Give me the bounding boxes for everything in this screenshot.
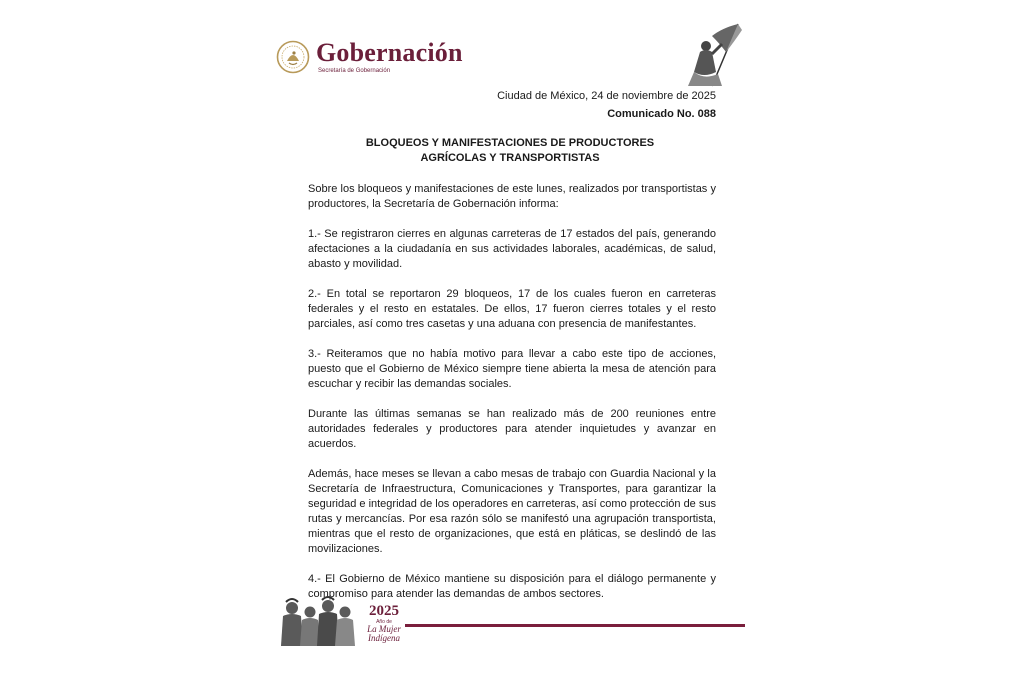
title-line-2: AGRÍCOLAS Y TRANSPORTISTAS [420, 152, 600, 164]
paragraph: 3.- Reiteramos que no había motivo para llevar a cabo este tipo de acciones, puesto que el Gobierno de México siempre tiene abierta la mesa de atención para escuchar y recibir las demandas sociales. [308, 348, 716, 390]
paragraph: 2.- En total se reportaron 29 bloqueos, 17 de los cuales fueron en carreteras federales y el resto en estatales. De ellos, 17 fueron cierres totales y el resto parciales, así como tres casetas y una aduana con presencia de manifestantes. [308, 288, 716, 330]
year-of-indigenous-woman-badge [362, 604, 406, 643]
document-page [270, 0, 760, 678]
paragraph: 1.- Se registraron cierres en algunas carreteras de 17 estados del país, generando afectaciones a la ciudadanía en sus actividades laborales, académicas, de salud, abasto y movilidad. [308, 228, 716, 270]
paragraph: Además, hace meses se llevan a cabo mesas de trabajo con Guardia Nacional y la Secretaría de Infraestructura, Comunicaciones y Transportes, para garantizar la seguridad e integridad de los operadores en carreteras, así como protección de sus rutas y mercancías. Por esa razón sólo se manifestó una agrupación transportista, mientras que el resto de organizaciones, que está en pláticas, se deslindó de las movilizaciones. [308, 468, 716, 555]
indigenous-women-illustration-icon [278, 594, 358, 646]
comunicado-number: Comunicado No. 088 [607, 108, 716, 120]
paragraph: 4.- El Gobierno de México mantiene su disposición para el diálogo permanente y compromiso para atender las demandas de ambos sectores. [308, 573, 716, 600]
badge-line-1: Año de [376, 619, 392, 625]
badge-year: 2025 [369, 603, 399, 619]
brand-subtitle: Secretaría de Gobernación [318, 68, 391, 74]
paragraph: Durante las últimas semanas se han realizado más de 200 reuniones entre autoridades federales y productores para atender inquietudes y avanzar en acuerdos. [308, 408, 716, 450]
gobernacion-logo [276, 36, 476, 82]
dateline: Ciudad de México, 24 de noviembre de 2025 [497, 90, 716, 102]
document-body [308, 182, 716, 617]
badge-line-2: La Mujer [367, 624, 401, 634]
badge-line-3: Indígena [368, 633, 400, 643]
title-line-1: BLOQUEOS Y MANIFESTACIONES DE PRODUCTORES [365, 137, 655, 149]
paragraph: Sobre los bloqueos y manifestaciones de este lunes, realizados por transportistas y productores, la Secretaría de Gobernación informa: [308, 183, 716, 210]
flag-bearer-illustration-icon [682, 22, 746, 88]
footer-divider [405, 624, 745, 627]
brand-name: Gobernación [316, 38, 463, 67]
document-title [310, 136, 710, 166]
national-seal-icon [276, 40, 310, 74]
